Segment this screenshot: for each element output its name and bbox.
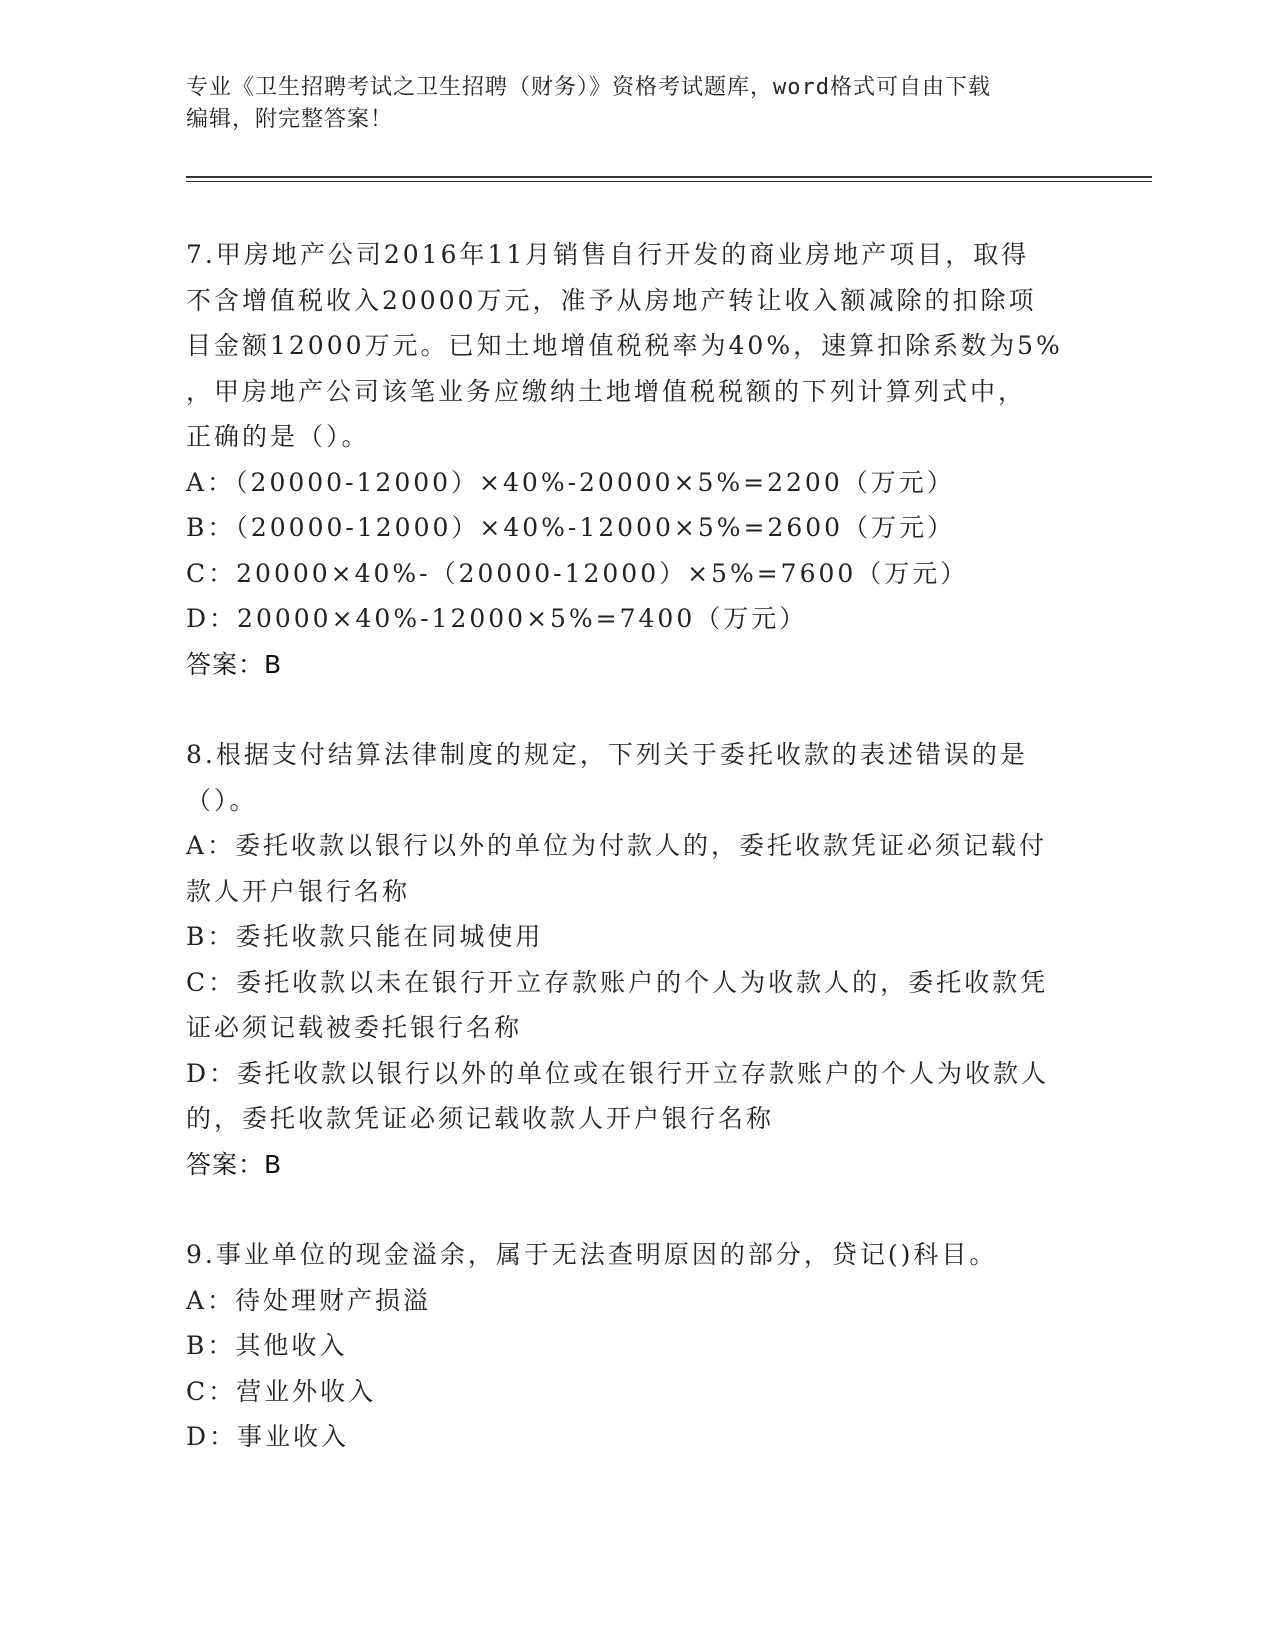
answer-option xyxy=(186,1051,1076,1142)
answer-option-line: A：待处理财产损溢 xyxy=(186,1285,432,1315)
answer-option xyxy=(186,551,1076,597)
answer-option-line: C：委托收款以未在银行开立存款账户的个人为收款人的，委托收款凭 xyxy=(186,967,1049,997)
answer-option-line: 款人开户银行名称 xyxy=(186,876,411,906)
answer-option-line: C：20000×40%-（20000-12000）×5%=7600（万元） xyxy=(186,558,969,588)
answer-option-line: D：20000×40%-12000×5%=7400（万元） xyxy=(186,604,808,633)
answer-option xyxy=(186,1278,1076,1324)
answer-option-line: A：（20000-12000）×40%-20000×5%=2200（万元） xyxy=(186,467,955,497)
header-divider xyxy=(186,176,1152,178)
header-line-2: 编辑，附完整答案！ xyxy=(186,107,394,132)
question-stem-line: 7.甲房地产公司2016年11月销售自行开发的商业房地产项目，取得 xyxy=(186,240,1030,269)
question-item xyxy=(186,232,1076,687)
question-stem-line: （）。 xyxy=(186,785,258,815)
answer-option-line: B：其他收入 xyxy=(186,1331,348,1360)
header-line-1: 专业《卫生招聘考试之卫生招聘（财务）》资格考试题库，word格式可自由下载 xyxy=(186,75,991,100)
answer-option-line: A：委托收款以银行以外的单位为付款人的，委托收款凭证必须记载付 xyxy=(186,831,1048,860)
answer-option-line: C：营业外收入 xyxy=(186,1376,377,1406)
answer-option xyxy=(186,960,1076,1051)
answer-option-line: B：（20000-12000）×40%-12000×5%=2600（万元） xyxy=(186,513,956,542)
answer-option-line: 的，委托收款凭证必须记载收款人开户银行名称 xyxy=(186,1104,775,1133)
question-stem-line: 正确的是（）。 xyxy=(186,422,370,451)
question-list xyxy=(186,232,1076,1460)
answer-option-line: D：事业收入 xyxy=(186,1422,350,1451)
answer-option-line: 证必须记载被委托银行名称 xyxy=(186,1013,523,1042)
question-stem-line: 9.事业单位的现金溢余，属于无法查明原因的部分，贷记()科目。 xyxy=(186,1240,998,1269)
question-stem-line: 不含增值税收入20000万元，准予从房地产转让收入额减除的扣除项 xyxy=(186,285,1037,315)
question-stem-line: 8.根据支付结算法律制度的规定，下列关于委托收款的表述错误的是 xyxy=(186,740,1028,769)
question-item xyxy=(186,1232,1076,1460)
answer-option xyxy=(186,596,1076,642)
answer-option xyxy=(186,823,1076,914)
answer-option xyxy=(186,460,1076,506)
question-spacer xyxy=(186,1187,1076,1232)
answer-key: 答案：B xyxy=(186,1149,283,1179)
question-item xyxy=(186,732,1076,1187)
answer-option xyxy=(186,914,1076,960)
question-stem-line: 目金额12000万元。已知土地增值税税率为40%，速算扣除系数为5% xyxy=(186,331,1063,360)
answer-option xyxy=(186,1369,1076,1415)
question-spacer xyxy=(186,687,1076,732)
answer-option-line: B：委托收款只能在同城使用 xyxy=(186,922,544,951)
answer-key: 答案：B xyxy=(186,649,283,679)
answer-option-line: D：委托收款以银行以外的单位或在银行开立存款账户的个人为收款人 xyxy=(186,1058,1050,1088)
answer-option xyxy=(186,505,1076,551)
answer-option xyxy=(186,1414,1076,1460)
answer-option xyxy=(186,1323,1076,1369)
page-header xyxy=(186,72,1066,136)
question-stem-line: ，甲房地产公司该笔业务应缴纳土地增值税税额的下列计算列式中， xyxy=(186,376,1027,406)
header-divider-thin xyxy=(186,181,1152,182)
